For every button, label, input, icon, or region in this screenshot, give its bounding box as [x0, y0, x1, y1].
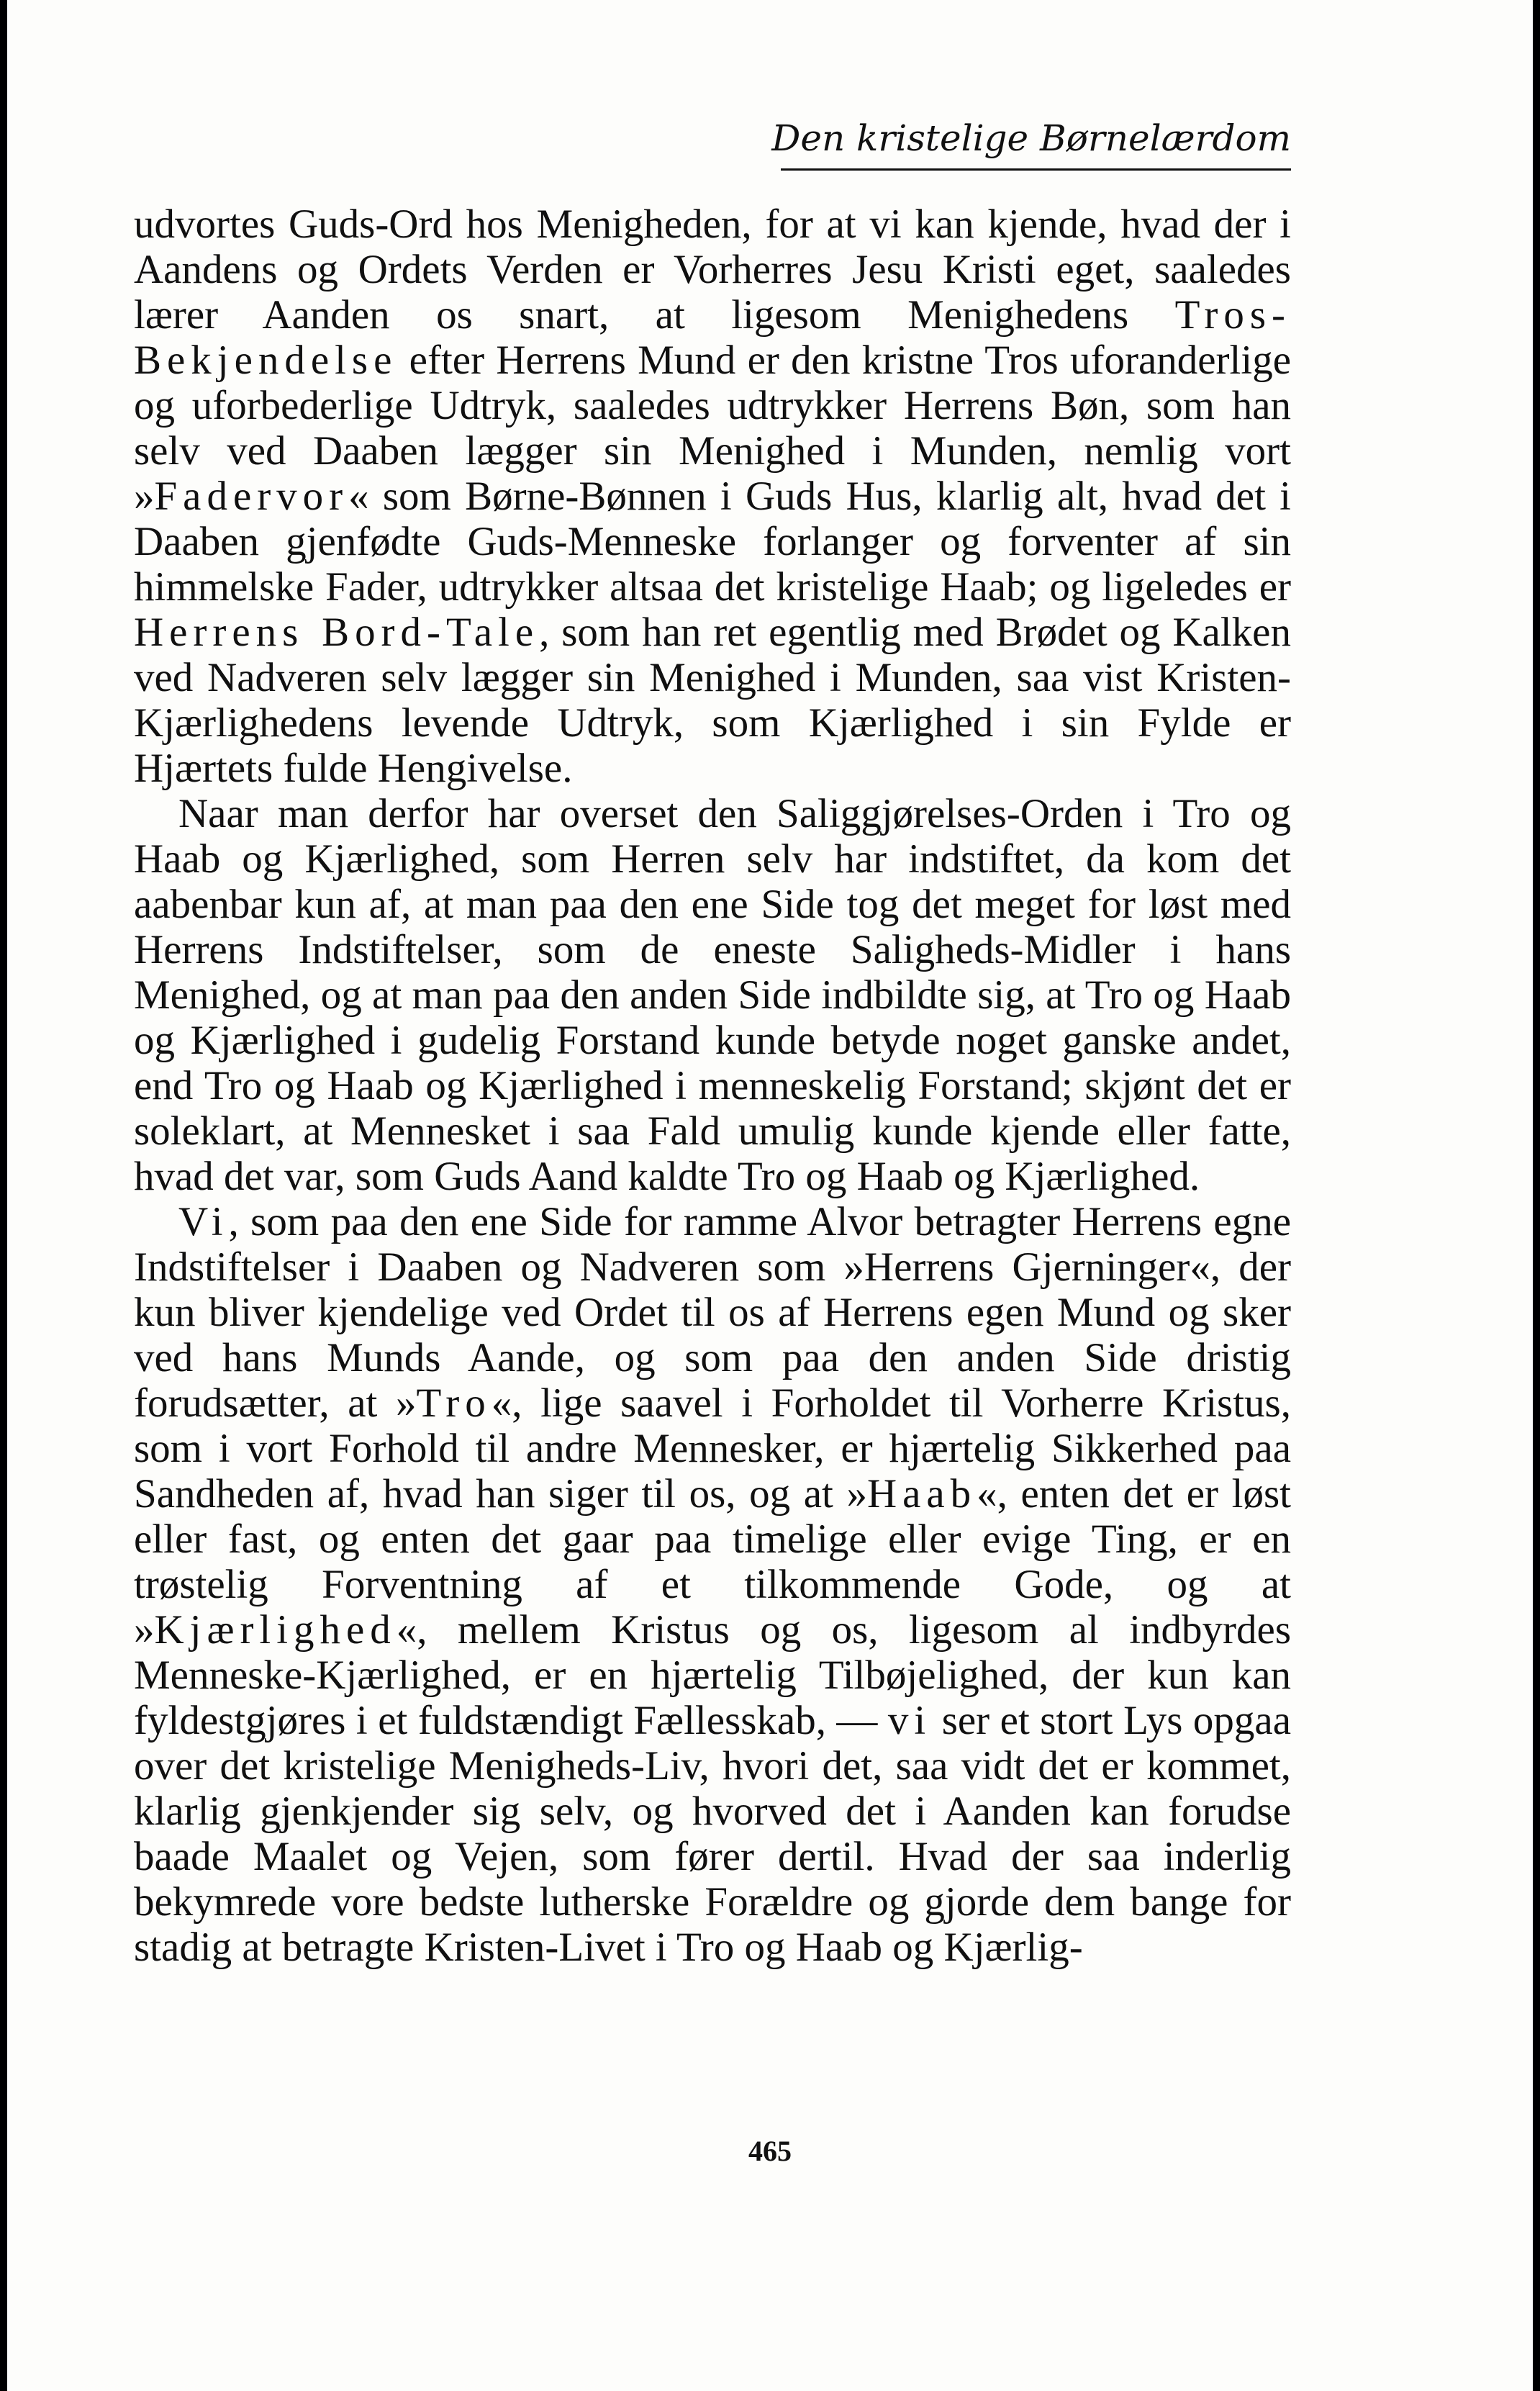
text-segment: efter Herrens Mund er den kristne Tros uforanderlige og uforbederlige Udtryk, saaledes udtrykker Herrens Bøn, som han selv ved Daaben lægger sin Menighed i Munden, nemlig vort » — [134, 338, 1291, 519]
text-segment: «, enten det er løst eller fast, og enten det gaar paa timelige eller evige Ting, er en trøstelig Forventning af et tilkommende Gode, og at » — [134, 1471, 1291, 1653]
text-segment: ser et stort Lys opgaa over det kristelige Menigheds-Liv, hvori det, saa vidt det er kommet, klarlig gjenkjender sig selv, og hvorved det i Aanden kan forudse baade Maalet og Vejen, som fører dertil. Hvad der saa inderlig bekymrede vore bedste lutherske Forældre og gjorde dem bange for stadig at betragte Kristen-Livet i Tro og Haab og Kjærlig- — [134, 1698, 1292, 1970]
paragraph-3 — [134, 1199, 1291, 1970]
paragraph-2 — [134, 791, 1291, 1199]
text-segment: Naar man derfor har overset den Saliggjørelses-Orden i Tro og Haab og Kjærlighed, som Herren selv har indstiftet, da kom det aabenbar kun af, at man paa den ene Side tog det meget for løst med Herrens Indstiftelser, som de eneste Saligheds-Midler i hans Menighed, og at man paa den anden Side indbildte sig, at Tro og Haab og Kjærlighed i gudelig Forstand kunde betyde noget ganske andet, end Tro og Haab og Kjærlighed i menneskelig Forstand; skjønt det er soleklart, at Mennesket i saa Fald umulig kunde kjende eller fatte, hvad det var, som Guds Aand kaldte Tro og Haab og Kjærlighed. — [134, 791, 1291, 1199]
spaced-emphasis: Kjærlighed — [154, 1607, 397, 1653]
text-segment: , som paa den ene Side for ramme Alvor betragter Herrens egne Indstiftelser i Daaben og Nadveren som »Herrens Gjerninger«, der kun bliver kjendelige ved Ordet til os af Herrens egen Mund og sker ved hans Munds Aande, og som paa den anden Side dristig forudsætter, at » — [134, 1199, 1291, 1426]
text-segment: udvortes Guds-Ord hos Menigheden, for at vi kan kjende, hvad der i Aandens og Ordets Verden er Vorherres Jesu Kristi eget, saaledes lærer Aanden os snart, at ligesom Menighedens — [134, 202, 1291, 338]
text-segment: « som Børne-Bønnen i Guds Hus, klarlig alt, hvad det i Daaben gjenfødte Guds-Menneske forlanger og forventer af sin himmelske Fader, udtrykker altsaa det kristelige Haab; og ligeledes er — [134, 474, 1291, 610]
spaced-emphasis: vi — [887, 1698, 932, 1743]
running-head: Den kristelige Børnelærdom — [771, 117, 1291, 159]
spaced-emphasis: Vi — [178, 1199, 229, 1244]
text-segment: «, lige saavel i Forholdet til Vorherre Kristus, som i vort Forhold til andre Mennesker, er hjærtelig Sikkerhed paa Sandheden af, hvad han siger til os, og at » — [134, 1380, 1291, 1517]
text-segment: , som han ret egentlig med Brødet og Kalken ved Nadveren selv lægger sin Menighed i Munden, saa vist Kristen-Kjærlighedens levende Udtryk, som Kjærlighed i sin Fylde er Hjærtets fulde Hengivelse. — [134, 610, 1291, 791]
paragraph-1 — [134, 202, 1291, 791]
text-segment: «, mellem Kristus og os, ligesom al indbyrdes Menneske-Kjærlighed, er en hjærtelig Tilbøjelighed, der kun kan fyldestgjøres i et fuldstændigt Fællesskab, — — [134, 1607, 1291, 1743]
spaced-emphasis: Haab — [866, 1471, 977, 1517]
page-number: 465 — [748, 2135, 792, 2167]
spaced-emphasis: Tro — [416, 1380, 492, 1426]
scan-border — [1533, 0, 1540, 2391]
spaced-emphasis: Herrens Bord-Tale — [134, 610, 540, 655]
book-page — [7, 0, 1533, 2391]
body-text — [134, 202, 1291, 1970]
spaced-emphasis: Tros-Bekjendelse — [134, 292, 1291, 383]
header-rule — [781, 168, 1291, 171]
spaced-emphasis: Fadervor — [154, 474, 349, 519]
